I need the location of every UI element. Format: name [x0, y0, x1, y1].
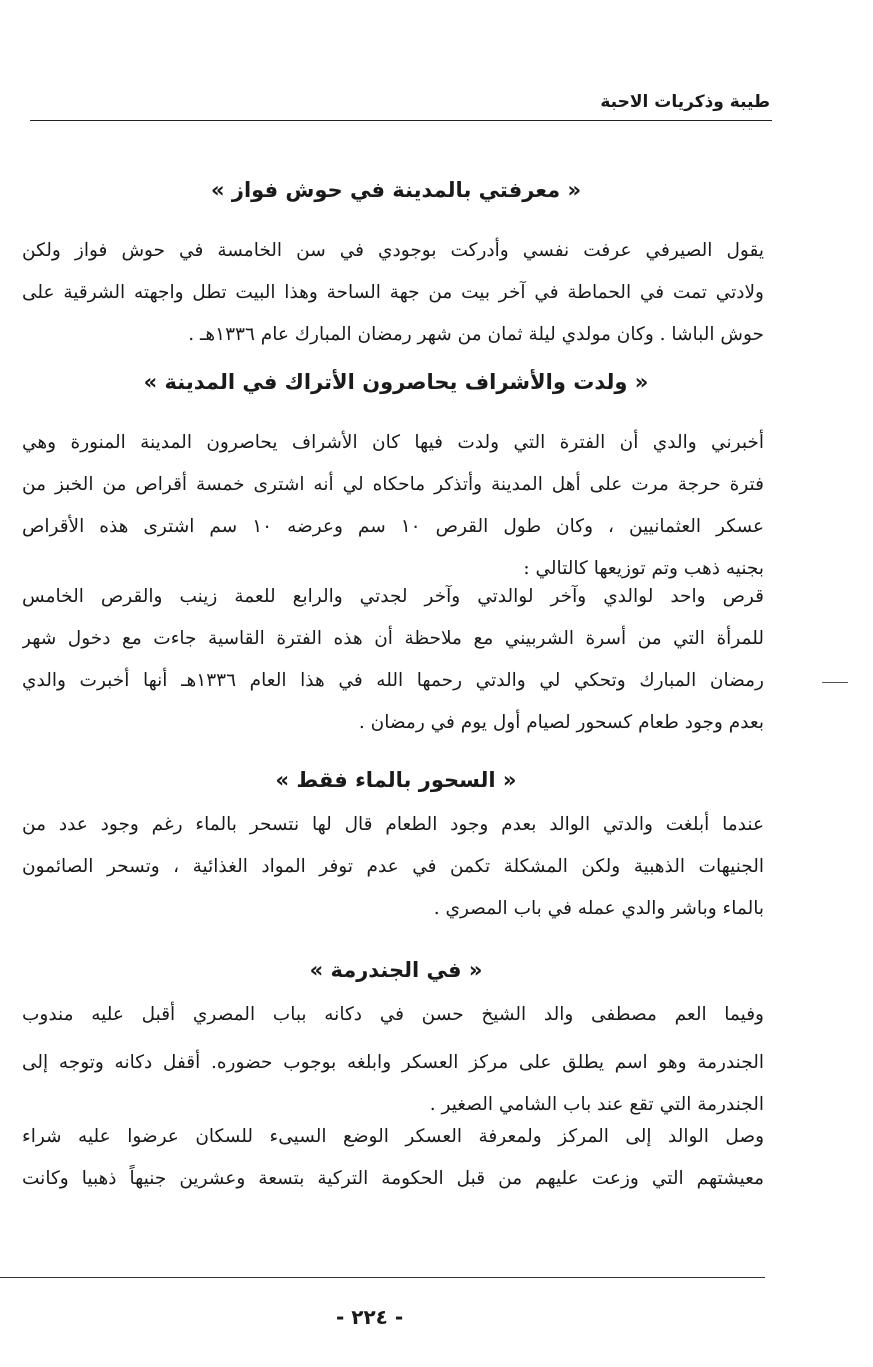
- footer-rule: [0, 1277, 765, 1278]
- text-line: حوش الباشا . وكان مولدي ليلة ثمان من شهر رمضان المبارك عام ١٣٣٦هـ .: [188, 324, 764, 345]
- paragraph: [22, 422, 764, 590]
- text-line: رمضان المبارك وتحكي لي والدتي رحمها الله في هذا العام ١٣٣٦هـ أنها أخبرت والدي: [22, 670, 764, 691]
- page-number: - ٢٢٤ -: [336, 1305, 404, 1329]
- text-line: قرص واحد لوالدي وآخر لوالدتي وآخر لجدتي والرابع للعمة زينب والقرص الخامس: [22, 586, 764, 607]
- paragraph: [22, 994, 764, 1126]
- running-header: طيبة وذكريات الاحبة: [600, 92, 770, 112]
- text-line: بعدم وجود طعام كسحور لصيام أول يوم في رمضان .: [358, 712, 764, 733]
- text-line: أخبرني والدي أن الفترة التي ولدت فيها كان الأشراف يحاصرون المدينة المنورة وهي: [22, 432, 764, 453]
- text-line: ولادتي تمت في الحماطة في آخر بيت من جهة الساحة وهذا البيت تطل واجهته الشرقية على: [22, 282, 764, 303]
- text-line: عسكر العثمانيين ، وكان طول القرص ١٠ سم وعرضه ١٠ سم اشترى هذه الأقراص: [22, 516, 764, 537]
- paragraph: [22, 1116, 764, 1200]
- paragraph: [22, 230, 764, 356]
- text-line: معيشتهم التي وزعت عليهم من قبل الحكومة التركية بتسعة وعشرين جنيهاً ذهبيا وكانت: [22, 1168, 764, 1189]
- header-rule: [30, 120, 772, 121]
- text-line: وصل الوالد إلى المركز ولمعرفة العسكر الوضع السيىء للسكان عرضوا عليه شراء: [22, 1126, 764, 1147]
- section-heading: « معرفتي بالمدينة في حوش فواز »: [210, 178, 582, 202]
- text-line: بالماء وباشر والدي عمله في باب المصري .: [433, 898, 764, 919]
- text-line: الجندرمة وهو اسم يطلق على مركز العسكر وابلغه بوجوب حضوره. أقفل دكانه وتوجه إلى: [22, 1052, 764, 1073]
- text-line: الجندرمة التي تقع عند باب الشامي الصغير .: [429, 1094, 764, 1115]
- text-line: عندما أبلغت والدتي الوالد بعدم وجود الطعام قال لها نتسحر بالماء رغم وجود عدد من: [22, 814, 764, 835]
- paragraph: [22, 804, 764, 930]
- section-heading: « في الجندرمة »: [309, 958, 483, 982]
- section-heading: « السحور بالماء فقط »: [275, 768, 517, 792]
- text-line: وفيما العم مصطفى والد الشيخ حسن في دكانه بباب المصري أقبل عليه مندوب: [22, 1004, 764, 1025]
- margin-mark: [822, 682, 848, 683]
- text-line: بجنيه ذهب وتم توزيعها كالتالي :: [523, 558, 764, 579]
- text-line: للمرأة التي من أسرة الشربيني مع ملاحظة أن هذه الفترة القاسية جاءت مع دخول شهر: [22, 628, 764, 649]
- text-line: يقول الصيرفي عرفت نفسي وأدركت بوجودي في سن الخامسة في حوش فواز ولكن: [22, 240, 764, 261]
- text-line: الجنيهات الذهبية ولكن المشكلة تكمن في عدم توفر المواد الغذائية ، وتسحر الصائمون: [22, 856, 764, 877]
- text-line: فترة حرجة مرت على أهل المدينة وأتذكر ماحكاه لي أنه اشترى خمسة أقراص من الخبز من: [22, 474, 764, 495]
- section-heading: « ولدت والأشراف يحاصرون الأتراك في المدينة »: [143, 370, 649, 394]
- paragraph: [22, 576, 764, 744]
